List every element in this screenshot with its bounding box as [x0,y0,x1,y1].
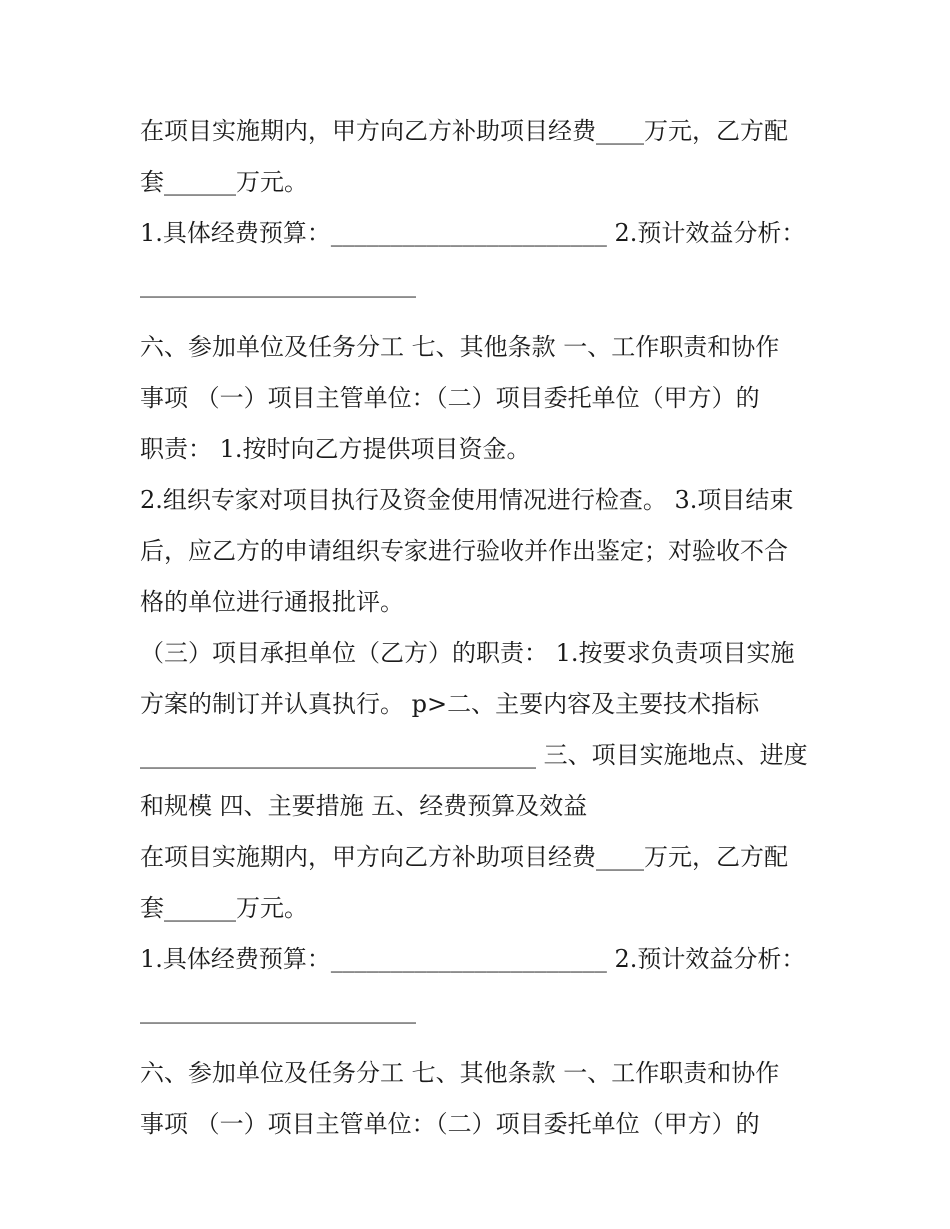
text-line: 事项 （一）项目主管单位：（二）项目委托单位（甲方）的 [140,1110,760,1138]
text-line: _______________________ [140,996,416,1024]
text-line: 套______万元。 [140,894,308,922]
text-line: 2.组织专家对项目执行及资金使用情况进行检查。 3.项目结束 [140,486,794,514]
text-line: 职责： 1.按时向乙方提供项目资金。 [140,435,531,463]
text-line: 和规模 四、主要措施 五、经费预算及效益 [140,792,588,820]
text-line: 事项 （一）项目主管单位：（二）项目委托单位（甲方）的 [140,384,760,412]
text-line: 六、参加单位及任务分工 七、其他条款 一、工作职责和协作 [140,333,780,361]
text-line: 在项目实施期内，甲方向乙方补助项目经费____万元，乙方配 [140,117,788,145]
text-line: （三）项目承担单位（乙方）的职责： 1.按要求负责项目实施 [140,639,795,667]
document-body [140,106,820,1150]
text-line: 格的单位进行通报批评。 [140,588,404,616]
text-line: 在项目实施期内，甲方向乙方补助项目经费____万元，乙方配 [140,843,788,871]
text-line: 套______万元。 [140,168,308,196]
text-line: _________________________________ 三、项目实施地点、进度 [140,741,808,769]
text-line: 后，应乙方的申请组织专家进行验收并作出鉴定；对验收不合 [140,537,788,565]
text-line: 1.具体经费预算：_______________________ 2.预计效益分析： [140,945,806,973]
text-line: _______________________ [140,270,416,298]
text-line: 1.具体经费预算：_______________________ 2.预计效益分析： [140,219,806,247]
text-line: 六、参加单位及任务分工 七、其他条款 一、工作职责和协作 [140,1059,780,1087]
text-line: 方案的制订并认真执行。 p>二、主要内容及主要技术指标 [140,690,760,718]
